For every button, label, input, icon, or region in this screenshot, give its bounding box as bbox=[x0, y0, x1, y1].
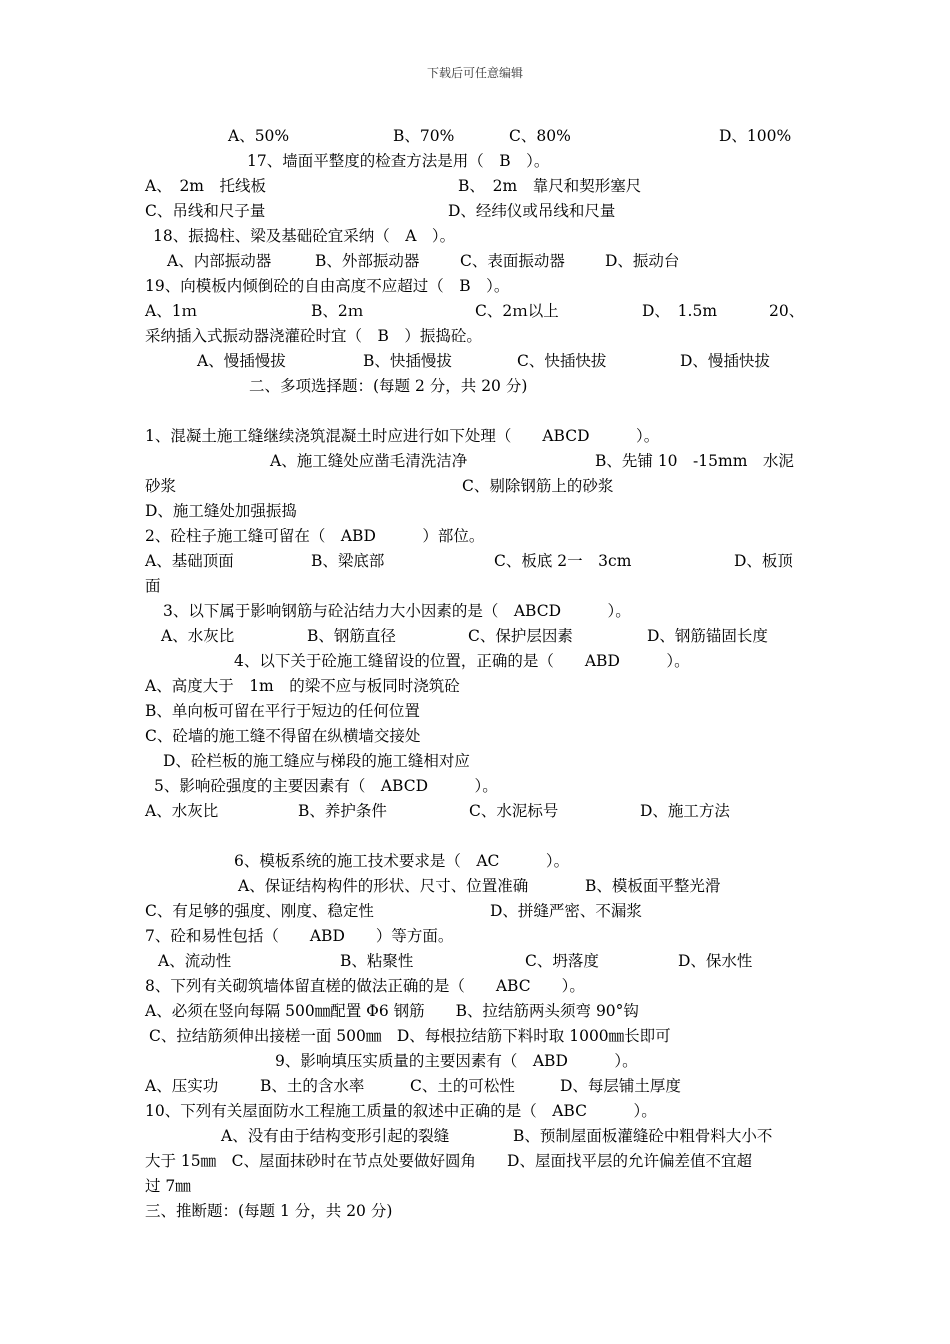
text-line bbox=[145, 1174, 805, 1199]
text-segment: A、流动性 bbox=[158, 952, 232, 970]
text-segment: 8、下列有关砌筑墙体留直槎的做法正确的是（ ABC ）。 bbox=[145, 977, 585, 995]
text-line bbox=[145, 1149, 805, 1174]
text-segment: A、慢插慢拔 bbox=[197, 352, 286, 370]
text-line bbox=[145, 699, 805, 724]
text-segment: A、没有由于结构变形引起的裂缝 bbox=[221, 1127, 450, 1145]
text-segment: B、外部振动器 bbox=[315, 252, 420, 270]
text-line bbox=[145, 824, 805, 849]
text-segment: 砂浆 bbox=[145, 477, 177, 495]
text-segment: 19、向模板内倾倒砼的自由高度不应超过（ B ）。 bbox=[145, 277, 510, 295]
text-segment: C、土的可松性 bbox=[410, 1077, 515, 1095]
text-segment: 10、下列有关屋面防水工程施工质量的叙述中正确的是（ ABC ）。 bbox=[145, 1102, 657, 1120]
text-segment: A、50% bbox=[228, 127, 290, 145]
text-segment: C、有足够的强度、刚度、稳定性 bbox=[145, 902, 374, 920]
text-line bbox=[145, 674, 805, 699]
text-segment: A、内部振动器 bbox=[167, 252, 272, 270]
text-segment: 17、墙面平整度的检查方法是用（ B ）。 bbox=[247, 152, 550, 170]
text-segment: 面 bbox=[145, 577, 161, 595]
text-line bbox=[145, 549, 805, 574]
text-segment: C、板底 2一 3cm bbox=[494, 552, 632, 570]
text-segment: 7、砼和易性包括（ ABD ）等方面。 bbox=[145, 927, 454, 945]
text-segment: B、单向板可留在平行于短边的任何位置 bbox=[145, 702, 420, 720]
text-line bbox=[145, 149, 805, 174]
text-line bbox=[145, 399, 805, 424]
text-line bbox=[145, 424, 805, 449]
text-segment: B、 2m 靠尺和契形塞尺 bbox=[458, 177, 642, 195]
text-segment: D、施工缝处加强振捣 bbox=[145, 502, 297, 520]
text-segment: 过 7㎜ bbox=[145, 1177, 191, 1195]
text-line bbox=[145, 174, 805, 199]
text-segment: C、2ｍ以上 bbox=[475, 302, 559, 320]
text-segment: B、2ｍ bbox=[311, 302, 364, 320]
text-segment: C、保护层因素 bbox=[468, 627, 573, 645]
text-segment: D、拼缝严密、不漏浆 bbox=[490, 902, 642, 920]
text-line bbox=[145, 574, 805, 599]
text-segment: A、水灰比 bbox=[145, 802, 219, 820]
text-line bbox=[145, 724, 805, 749]
text-segment: B、养护条件 bbox=[298, 802, 387, 820]
text-segment: 1、混凝土施工缝继续浇筑混凝土时应进行如下处理（ ABCD ）。 bbox=[145, 427, 660, 445]
text-line bbox=[145, 624, 805, 649]
text-line bbox=[145, 774, 805, 799]
text-line bbox=[145, 1099, 805, 1124]
text-segment: D、慢插快拔 bbox=[680, 352, 770, 370]
text-segment: 大于 15㎜ C、屋面抹砂时在节点处要做好圆角 D、屋面找平层的允许偏差值不宜超 bbox=[145, 1152, 752, 1170]
text-segment: A、施工缝处应凿毛清洗洁净 bbox=[270, 452, 468, 470]
text-line bbox=[145, 299, 805, 324]
text-segment: B、70% bbox=[393, 127, 455, 145]
text-segment: A、必须在竖向每隔 500㎜配置 Φ6 钢筋 B、拉结筋两头须弯 90°钩 bbox=[145, 1002, 639, 1020]
text-segment: D、每层铺土厚度 bbox=[560, 1077, 681, 1095]
text-segment: 2、砼柱子施工缝可留在（ ABD ）部位。 bbox=[145, 527, 485, 545]
text-line bbox=[145, 999, 805, 1024]
text-line bbox=[145, 899, 805, 924]
text-segment: 4、以下关于砼施工缝留设的位置，正确的是（ ABD ）。 bbox=[234, 652, 690, 670]
text-line bbox=[145, 974, 805, 999]
text-line bbox=[145, 1199, 805, 1224]
text-line bbox=[145, 124, 805, 149]
text-line bbox=[145, 374, 805, 399]
text-segment: D、砼栏板的施工缝应与梯段的施工缝相对应 bbox=[163, 752, 470, 770]
text-segment: A、水灰比 bbox=[161, 627, 235, 645]
text-segment: C、砼墙的施工缝不得留在纵横墙交接处 bbox=[145, 727, 421, 745]
text-line bbox=[145, 599, 805, 624]
text-line bbox=[145, 324, 805, 349]
text-line bbox=[145, 924, 805, 949]
text-segment: C、表面振动器 bbox=[460, 252, 565, 270]
text-line bbox=[145, 349, 805, 374]
text-line bbox=[145, 1049, 805, 1074]
text-line bbox=[145, 1124, 805, 1149]
text-segment: A、1ｍ bbox=[145, 302, 198, 320]
text-line bbox=[145, 499, 805, 524]
text-line bbox=[145, 1074, 805, 1099]
text-line bbox=[145, 199, 805, 224]
text-segment: C、快插快拔 bbox=[517, 352, 607, 370]
document-body bbox=[145, 124, 805, 1224]
text-segment: D、经纬仪或吊线和尺量 bbox=[448, 202, 616, 220]
text-line bbox=[145, 274, 805, 299]
text-line bbox=[145, 799, 805, 824]
text-segment: C、拉结筋须伸出接槎一面 500㎜ D、每根拉结筋下料时取 1000㎜长即可 bbox=[149, 1027, 671, 1045]
text-segment: A、保证结构构件的形状、尺寸、位置准确 bbox=[238, 877, 529, 895]
text-segment: 3、以下属于影响钢筋与砼沾结力大小因素的是（ ABCD ）。 bbox=[163, 602, 631, 620]
text-segment: 6、模板系统的施工技术要求是（ AC ）。 bbox=[234, 852, 570, 870]
text-segment: 9、影响填压实质量的主要因素有（ ABD ）。 bbox=[275, 1052, 638, 1070]
text-segment: B、粘聚性 bbox=[340, 952, 414, 970]
text-segment: D、保水性 bbox=[678, 952, 753, 970]
text-line bbox=[145, 1024, 805, 1049]
text-line bbox=[145, 524, 805, 549]
text-segment: C、剔除钢筋上的砂浆 bbox=[462, 477, 614, 495]
text-segment: 18、振捣柱、梁及基础砼宜采纳（ A ）。 bbox=[153, 227, 456, 245]
text-segment: B、梁底部 bbox=[311, 552, 385, 570]
text-segment: 5、影响砼强度的主要因素有（ ABCD ）。 bbox=[154, 777, 498, 795]
text-segment: B、模板面平整光滑 bbox=[585, 877, 721, 895]
text-segment: 采纳插入式振动器浇灌砼时宜（ B ）振捣砼。 bbox=[145, 327, 482, 345]
text-segment: B、钢筋直径 bbox=[307, 627, 396, 645]
text-line bbox=[145, 849, 805, 874]
text-segment: C、80% bbox=[509, 127, 571, 145]
text-segment: B、先铺 10 -15mm 水泥 bbox=[595, 452, 794, 470]
text-line bbox=[145, 649, 805, 674]
text-line bbox=[145, 224, 805, 249]
text-segment: D、振动台 bbox=[605, 252, 680, 270]
page-header: 下载后可任意编辑 bbox=[426, 66, 523, 80]
text-segment: C、坍落度 bbox=[525, 952, 599, 970]
text-segment: C、水泥标号 bbox=[469, 802, 559, 820]
text-segment: A、基础顶面 bbox=[145, 552, 234, 570]
text-segment: A、 2m 托线板 bbox=[145, 177, 267, 195]
text-segment: B、快插慢拔 bbox=[363, 352, 452, 370]
text-segment: A、高度大于 1m 的梁不应与板同时浇筑砼 bbox=[145, 677, 460, 695]
text-line bbox=[145, 749, 805, 774]
text-line bbox=[145, 249, 805, 274]
text-segment: 三、推断题：(每题 1 分，共 20 分) bbox=[145, 1202, 393, 1220]
text-line bbox=[145, 874, 805, 899]
text-segment: A、压实功 bbox=[145, 1077, 219, 1095]
text-segment: D、 1.5m bbox=[642, 302, 718, 320]
text-segment: B、预制屋面板灌缝砼中粗骨料大小不 bbox=[513, 1127, 773, 1145]
text-segment: 20、 bbox=[769, 302, 805, 320]
text-line bbox=[145, 474, 805, 499]
text-segment: D、100% bbox=[719, 127, 792, 145]
text-line bbox=[145, 949, 805, 974]
text-segment: C、吊线和尺子量 bbox=[145, 202, 266, 220]
text-segment: B、土的含水率 bbox=[260, 1077, 365, 1095]
text-segment: D、钢筋锚固长度 bbox=[647, 627, 768, 645]
text-segment: D、板顶 bbox=[734, 552, 793, 570]
text-segment: 二、多项选择题：(每题 2 分，共 20 分) bbox=[249, 377, 528, 395]
text-segment: D、施工方法 bbox=[640, 802, 730, 820]
text-line bbox=[145, 449, 805, 474]
